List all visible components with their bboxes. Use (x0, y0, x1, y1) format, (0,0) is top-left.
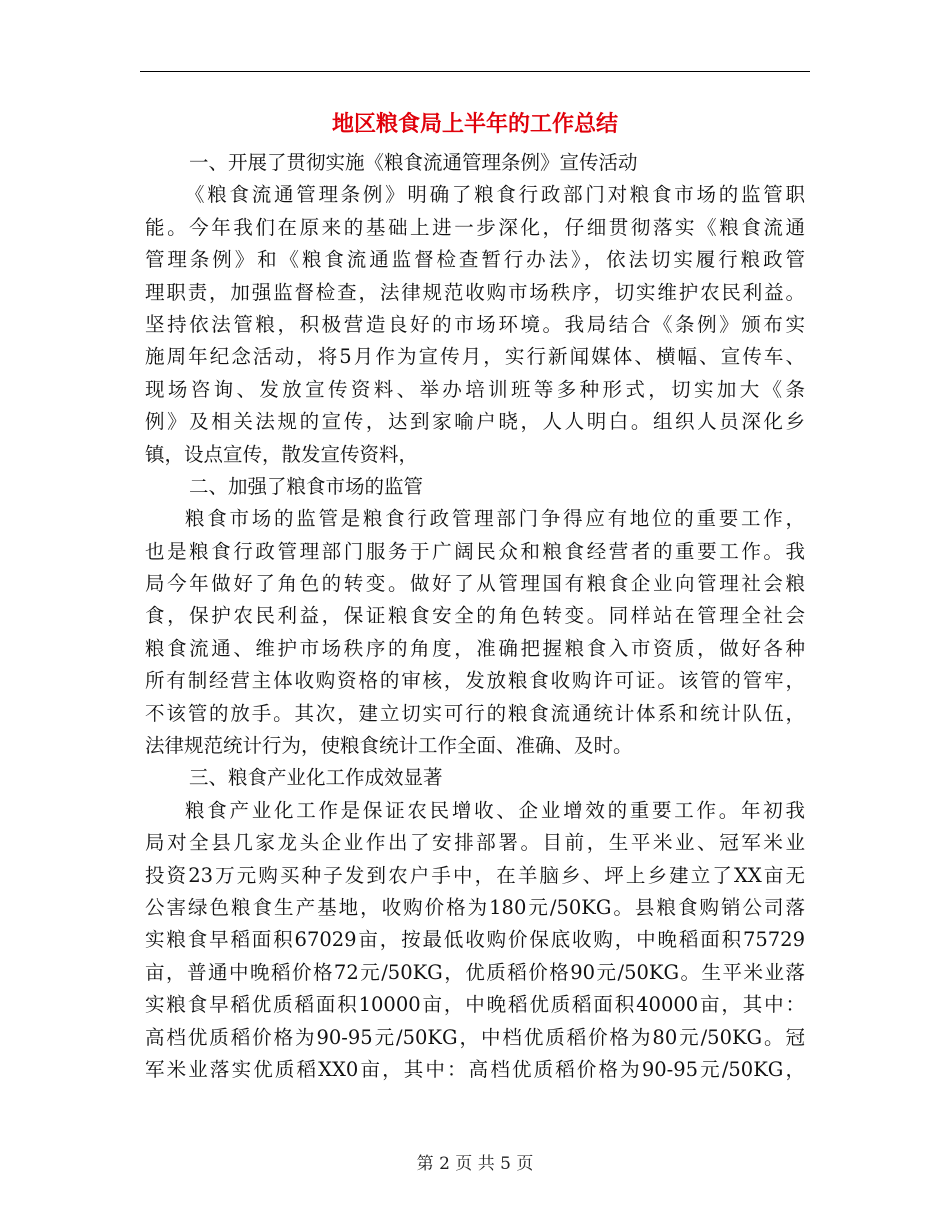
paragraph-line: 粮食流通、维护市场秩序的角度，准确把握粮食入市资质，做好各种 (145, 636, 805, 660)
paragraph-line: 高档优质稻价格为90-95元/50KG，中档优质稻价格为80元/50KG。冠 (145, 1025, 805, 1049)
header-rule (140, 71, 810, 72)
paragraph-line: 施周年纪念活动，将5月作为宣传月，实行新闻媒体、横幅、宣传车、 (145, 345, 805, 369)
paragraph-line: 坚持依法管粮，积极营造良好的市场环境。我局结合《条例》颁布实 (145, 312, 805, 336)
paragraph-line: 实粮食早稻优质稻面积10000亩，中晚稻优质稻面积40000亩，其中： (145, 993, 805, 1017)
section-heading-1: 一、开展了贯彻实施《粮食流通管理条例》宣传活动 (189, 151, 638, 174)
section-heading-2: 二、加强了粮食市场的监管 (189, 474, 424, 498)
paragraph-line: 公害绿色粮食生产基地，收购价格为180元/50KG。县粮食购销公司落 (145, 895, 805, 919)
paragraph-line: 管理条例》和《粮食流通监督检查暂行办法》，依法切实履行粮政管 (145, 248, 805, 272)
section-heading-3: 三、粮食产业化工作成效显著 (189, 766, 443, 790)
paragraph-line: 也是粮食行政管理部门服务于广阔民众和粮食经营者的重要工作。我 (145, 539, 805, 563)
paragraph-line: 理职责，加强监督检查，法律规范收购市场秩序，切实维护农民利益。 (145, 280, 805, 304)
paragraph-line-last: 镇，设点宣传，散发宣传资料， (145, 442, 419, 466)
paragraph-line: 能。今年我们在原来的基础上进一步深化，仔细贯彻落实《粮食流通 (145, 215, 805, 239)
paragraph-line: 军米业落实优质稻XX0亩，其中：高档优质稻价格为90-95元/50KG， (145, 1057, 805, 1081)
paragraph-line: 《粮食流通管理条例》明确了粮食行政部门对粮食市场的监管职 (185, 183, 805, 207)
page-number-footer: 第 2 页 共 5 页 (416, 1154, 534, 1174)
paragraph-line: 粮食产业化工作是保证农民增收、企业增效的重要工作。年初我 (185, 798, 805, 822)
document-title: 地区粮食局上半年的工作总结 (331, 112, 618, 137)
paragraph-line: 现场咨询、发放宣传资料、举办培训班等多种形式，切实加大《条 (145, 377, 805, 401)
paragraph-line: 食，保护农民利益，保证粮食安全的角色转变。同样站在管理全社会 (145, 604, 805, 628)
paragraph-line: 局今年做好了角色的转变。做好了从管理国有粮食企业向管理社会粮 (145, 572, 805, 596)
paragraph-line-last: 法律规范统计行为，使粮食统计工作全面、准确、及时。 (145, 734, 633, 758)
paragraph-line: 所有制经营主体收购资格的审核，发放粮食收购许可证。该管的管牢， (145, 669, 805, 693)
document-body (145, 147, 805, 1086)
paragraph-line: 局对全县几家龙头企业作出了安排部署。目前，生平米业、冠军米业 (145, 831, 805, 855)
paragraph-line: 亩，普通中晚稻价格72元/50KG，优质稻价格90元/50KG。生平米业落 (145, 960, 805, 984)
paragraph-line: 不该管的放手。其次，建立切实可行的粮食流通统计体系和统计队伍， (145, 701, 805, 725)
paragraph-line: 例》及相关法规的宣传，达到家喻户晓，人人明白。组织人员深化乡 (145, 410, 805, 434)
paragraph-line: 粮食市场的监管是粮食行政管理部门争得应有地位的重要工作， (185, 507, 805, 531)
paragraph-line: 投资23万元购买种子发到农户手中，在羊脑乡、坪上乡建立了XX亩无 (145, 863, 805, 887)
paragraph-line: 实粮食早稻面积67029亩，按最低收购价保底收购，中晚稻面积75729 (145, 928, 805, 952)
